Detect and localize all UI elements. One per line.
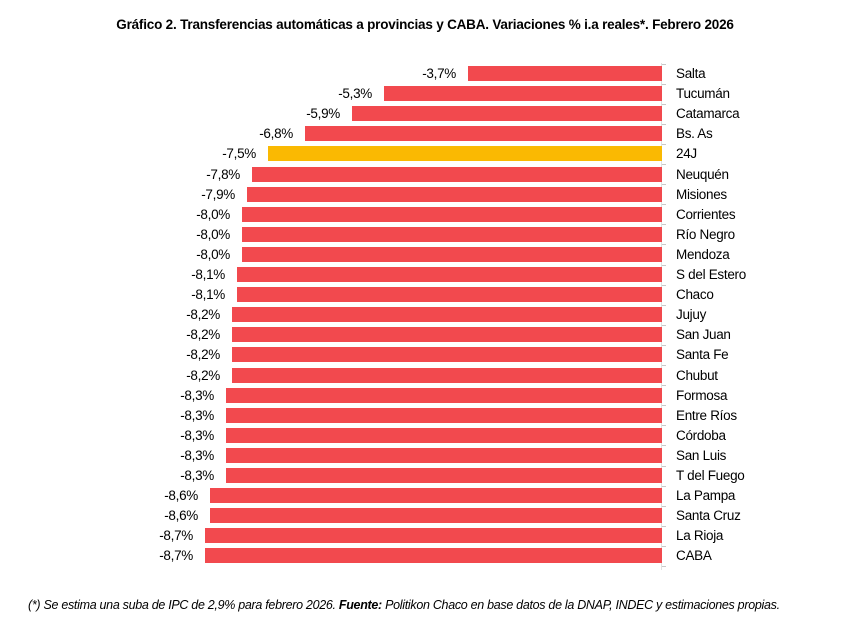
bar xyxy=(384,86,662,101)
bar xyxy=(205,548,662,563)
bar xyxy=(232,327,662,342)
bar-row xyxy=(0,126,850,141)
bar-value-label: -3,7% xyxy=(422,66,456,81)
bar-row xyxy=(0,448,850,463)
axis-tick xyxy=(662,365,666,366)
bar-value-label: -5,3% xyxy=(338,86,372,102)
axis-tick xyxy=(662,265,666,266)
bar-row xyxy=(0,368,850,383)
chart-title: Gráfico 2. Transferencias automáticas a provincias y CABA. Variaciones % i.a reales*. Febrero 2026 xyxy=(116,17,734,32)
bar-row xyxy=(0,488,850,503)
bar-row xyxy=(0,388,850,403)
bar xyxy=(468,66,662,81)
category-label: CABA xyxy=(676,548,712,564)
category-label: Chaco xyxy=(676,287,714,303)
footnote xyxy=(28,598,838,612)
bar-value-label: -8,2% xyxy=(186,307,220,323)
bar xyxy=(247,187,662,202)
footnote-source-label: Fuente: xyxy=(338,598,382,612)
axis-tick xyxy=(662,325,666,326)
bar xyxy=(237,287,662,302)
bar xyxy=(232,368,662,383)
axis-tick xyxy=(662,204,666,205)
category-label: Entre Ríos xyxy=(676,407,737,423)
bar xyxy=(352,106,662,121)
axis-tick xyxy=(662,84,666,85)
category-label: Río Negro xyxy=(676,226,735,242)
bar-value-label: -8,6% xyxy=(164,488,198,504)
bar xyxy=(226,448,662,463)
category-label: S del Estero xyxy=(676,267,746,282)
bar-row xyxy=(0,548,850,563)
bar-chart xyxy=(0,66,850,574)
bar-row xyxy=(0,468,850,483)
bar xyxy=(226,388,662,403)
bar-value-label: -8,0% xyxy=(196,246,230,262)
bar-row xyxy=(0,66,850,81)
axis-tick xyxy=(662,425,666,426)
bar-value-label: -7,5% xyxy=(222,146,256,162)
bar-row xyxy=(0,106,850,121)
category-label: Bs. As xyxy=(676,126,713,142)
bar-value-label: -8,0% xyxy=(196,226,230,242)
bar xyxy=(305,126,662,141)
bar-value-label: -8,2% xyxy=(186,327,220,343)
bar xyxy=(210,508,662,523)
bar-row xyxy=(0,247,850,262)
bar xyxy=(237,267,662,282)
bar xyxy=(232,307,662,322)
bar-value-label: -8,3% xyxy=(180,407,214,423)
bar-value-label: -8,3% xyxy=(180,447,214,463)
bar-row xyxy=(0,146,850,161)
category-label: Jujuy xyxy=(676,307,707,323)
axis-tick xyxy=(662,244,666,245)
axis-tick xyxy=(662,546,666,547)
bar xyxy=(226,408,662,423)
axis-tick xyxy=(662,144,666,145)
axis-tick xyxy=(662,506,666,507)
bar xyxy=(226,468,662,483)
bar xyxy=(242,227,662,242)
bar-row xyxy=(0,528,850,543)
category-label: Córdoba xyxy=(676,427,726,443)
axis-tick xyxy=(662,345,666,346)
axis-tick xyxy=(662,445,666,446)
axis-tick xyxy=(662,566,666,567)
bar-row xyxy=(0,508,850,523)
axis-tick xyxy=(662,526,666,527)
bar xyxy=(242,247,662,262)
category-label: La Rioja xyxy=(676,528,724,544)
bar-value-label: -8,7% xyxy=(159,548,193,564)
bar-value-label: -8,1% xyxy=(191,267,225,282)
category-label: Formosa xyxy=(676,387,728,403)
category-label: Santa Fe xyxy=(676,347,729,363)
bar-row xyxy=(0,207,850,222)
category-label: Mendoza xyxy=(676,246,730,262)
category-label: 24J xyxy=(676,146,697,162)
bar-value-label: -7,8% xyxy=(206,166,240,182)
category-label: Corrientes xyxy=(676,206,736,222)
bar-value-label: -6,8% xyxy=(259,126,293,142)
category-label: Chubut xyxy=(676,367,718,383)
bar-row xyxy=(0,86,850,101)
bar xyxy=(232,347,662,362)
category-label: San Luis xyxy=(676,447,727,463)
bar-value-label: -5,9% xyxy=(306,106,340,122)
category-label: Tucumán xyxy=(676,86,730,102)
category-label: Misiones xyxy=(676,186,727,202)
bar-value-label: -8,3% xyxy=(180,427,214,443)
bar-value-label: -8,0% xyxy=(196,206,230,222)
bar-value-label: -8,3% xyxy=(180,468,214,483)
bar-value-label: -8,7% xyxy=(159,528,193,544)
bar-row xyxy=(0,408,850,423)
axis-tick xyxy=(662,405,666,406)
axis-tick xyxy=(662,385,666,386)
axis-tick xyxy=(662,124,666,125)
bar xyxy=(210,488,662,503)
category-label: Santa Cruz xyxy=(676,508,741,524)
axis-tick xyxy=(662,104,666,105)
axis-tick xyxy=(662,224,666,225)
bar-row xyxy=(0,227,850,242)
category-label: Neuquén xyxy=(676,166,729,182)
bar-value-label: -8,3% xyxy=(180,387,214,403)
bar-highlighted xyxy=(268,146,662,161)
bar-row xyxy=(0,287,850,302)
bar-value-label: -8,2% xyxy=(186,367,220,383)
footnote-source-text: Politikon Chaco en base datos de la DNAP, INDEC y estimaciones propias. xyxy=(381,598,780,612)
category-label: Salta xyxy=(676,66,706,81)
axis-tick xyxy=(662,466,666,467)
bar-row xyxy=(0,267,850,282)
bar-value-label: -7,9% xyxy=(201,186,235,202)
bar-value-label: -8,6% xyxy=(164,508,198,524)
bar-row xyxy=(0,307,850,322)
bar-row xyxy=(0,167,850,182)
axis-tick xyxy=(662,285,666,286)
axis-tick xyxy=(662,164,666,165)
bar-row xyxy=(0,347,850,362)
axis-tick xyxy=(662,64,666,65)
bar-row xyxy=(0,428,850,443)
bar-row xyxy=(0,187,850,202)
axis-tick xyxy=(662,486,666,487)
axis-tick xyxy=(662,305,666,306)
axis-tick xyxy=(662,184,666,185)
category-label: Catamarca xyxy=(676,106,740,122)
category-label: La Pampa xyxy=(676,488,736,504)
bar-row xyxy=(0,327,850,342)
footnote-note: (*) Se estima una suba de IPC de 2,9% para febrero 2026. xyxy=(28,598,339,612)
bar-value-label: -8,1% xyxy=(191,287,225,303)
category-label: T del Fuego xyxy=(676,468,745,483)
category-label: San Juan xyxy=(676,327,731,343)
bar xyxy=(205,528,662,543)
bar xyxy=(252,167,662,182)
bar-value-label: -8,2% xyxy=(186,347,220,363)
bar xyxy=(242,207,662,222)
bar xyxy=(226,428,662,443)
